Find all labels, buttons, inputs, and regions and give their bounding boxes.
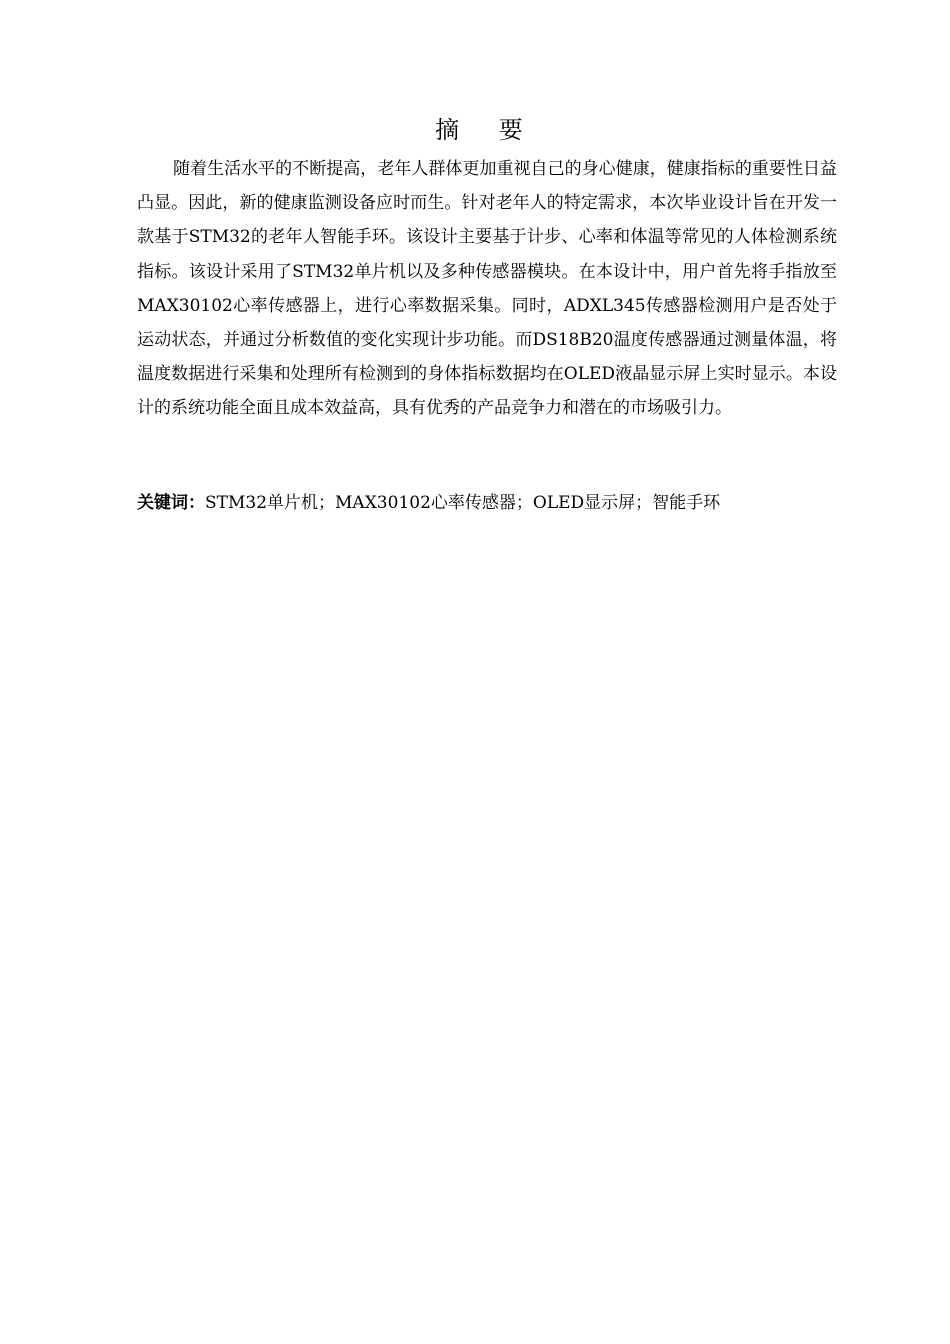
- keywords-label: 关键词：: [137, 493, 205, 513]
- abstract-title: 摘 要: [435, 116, 539, 144]
- keywords-line: [137, 486, 837, 520]
- abstract-paragraph: 随着生活水平的不断提高，老年人群体更加重视自己的身心健康，健康指标的重要性日益凸显。因此，新的健康监测设备应时而生。针对老年人的特定需求，本次毕业设计旨在开发一款基于STM32的老年人智能手环。该设计主要基于计步、心率和体温等常见的人体检测系统指标。该设计采用了STM32单片机以及多种传感器模块。在本设计中，用户首先将手指放至MAX30102心率传感器上，进行心率数据采集。同时，ADXL345传感器检测用户是否处于运动状态，并通过分析数值的变化实现计步功能。而DS18B20温度传感器通过测量体温，将温度数据进行采集和处理所有检测到的身体指标数据均在OLED液晶显示屏上实时显示。本设计的系统功能全面且成本效益高，具有优秀的产品竞争力和潜在的市场吸引力。: [137, 159, 837, 419]
- keywords-text: STM32单片机；MAX30102心率传感器；OLED显示屏；智能手环: [205, 493, 721, 513]
